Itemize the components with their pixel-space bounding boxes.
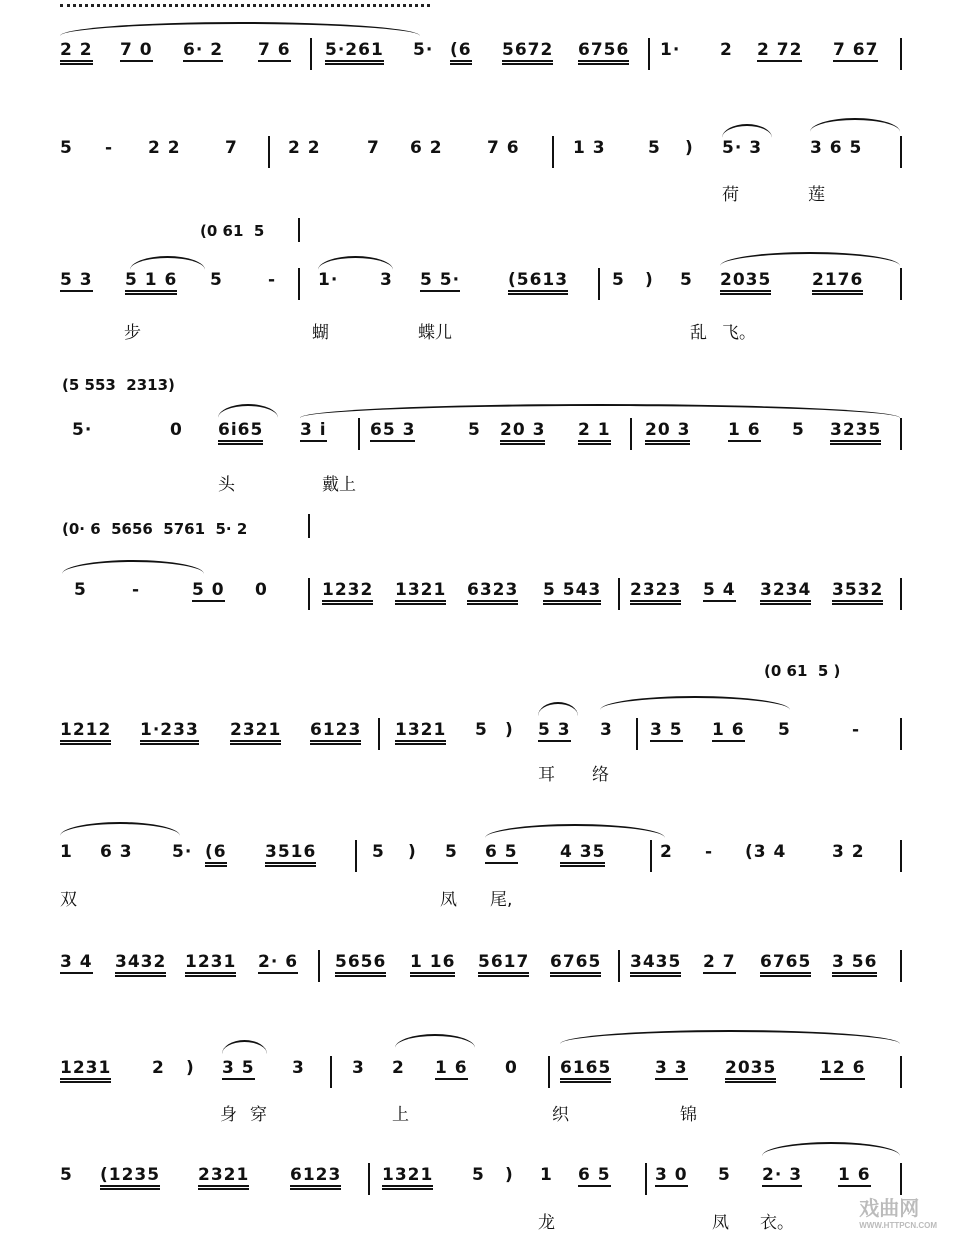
barline — [630, 418, 632, 450]
note-group: 5 3 — [60, 270, 93, 290]
note-group: 3 4 — [60, 952, 93, 972]
note-group: 3235 — [830, 420, 881, 445]
note-group: 5 — [475, 720, 488, 740]
note-group: 3 56 — [832, 952, 877, 977]
staff-line-4 — [0, 420, 955, 460]
note-group: 2 2 — [288, 138, 321, 158]
note-group: (3 4 — [745, 842, 787, 862]
note-group: 2· 3 — [762, 1165, 803, 1185]
barline — [636, 718, 638, 750]
slur — [218, 404, 278, 418]
slur — [600, 696, 790, 710]
note-group: 2321 — [230, 720, 281, 745]
note-group: 1· — [660, 40, 681, 60]
barline — [900, 840, 902, 872]
barline — [900, 578, 902, 610]
note-group: ) — [505, 1165, 514, 1185]
barline — [308, 514, 310, 538]
note-group: 1321 — [395, 580, 446, 605]
note-group: 5 — [718, 1165, 731, 1185]
note-group: 1231 — [60, 1058, 111, 1083]
note-group: 7 6 — [487, 138, 520, 158]
note-group: 5 — [445, 842, 458, 862]
lyric: 身 — [220, 1105, 237, 1125]
slur — [60, 22, 420, 36]
note-group: 1231 — [185, 952, 236, 977]
note-group: 5 — [60, 138, 73, 158]
note-group: 6 2 — [410, 138, 443, 158]
note-group: 7 — [367, 138, 380, 158]
note-group: 3 3 — [655, 1058, 688, 1078]
note-group: 5 — [74, 580, 87, 600]
note-group: (6 — [205, 842, 227, 867]
note-group: 3516 — [265, 842, 316, 867]
staff-line-7 — [0, 842, 955, 882]
note-group: ) — [505, 720, 514, 740]
note-group: 5 — [792, 420, 805, 440]
note-group: 3 — [380, 270, 393, 290]
note-group: 2035 — [725, 1058, 776, 1083]
note-group: 3 — [352, 1058, 365, 1078]
lyric: 耳 — [538, 765, 555, 785]
note-group: 5 — [778, 720, 791, 740]
watermark-url: WWW.HTTPCN.COM — [859, 1221, 937, 1230]
staff-line-8 — [0, 952, 955, 992]
barline — [900, 950, 902, 982]
lyric: 穿 — [250, 1105, 267, 1125]
note-group: 6323 — [467, 580, 518, 605]
note-group: 6165 — [560, 1058, 611, 1083]
slur — [560, 1030, 900, 1044]
note-group: 1232 — [322, 580, 373, 605]
note-group: 20 3 — [645, 420, 690, 445]
note-group: 5 — [210, 270, 223, 290]
note-group: ) — [408, 842, 417, 862]
note-group: 2 — [660, 842, 673, 862]
note-group: 7 67 — [833, 40, 879, 60]
note-group: 3 i — [300, 420, 327, 440]
note-group: 3 0 — [655, 1165, 688, 1185]
note-group: 6123 — [290, 1165, 341, 1190]
barline — [618, 950, 620, 982]
note-group: 5672 — [502, 40, 553, 65]
note-group: 7 0 — [120, 40, 153, 60]
lyric: 蝶儿 — [418, 323, 452, 343]
note-group: 6756 — [578, 40, 629, 65]
note-group: 5 — [612, 270, 625, 290]
barline — [648, 38, 650, 70]
slur — [300, 404, 900, 418]
note-group: 6i65 — [218, 420, 263, 445]
note-group: 5· — [172, 842, 193, 862]
note-group: 2035 — [720, 270, 771, 295]
prelude-notes: (0· 6 5656 5761 5· 2 — [62, 520, 248, 538]
note-group: 2323 — [630, 580, 681, 605]
slur — [318, 256, 393, 270]
note-group: - — [268, 270, 277, 290]
note-group: - — [705, 842, 714, 862]
note-group: 6765 — [760, 952, 811, 977]
slur — [810, 118, 900, 132]
staff-line-6 — [0, 720, 955, 760]
lyric: 戴上 — [322, 475, 356, 495]
note-group: 1· — [318, 270, 339, 290]
note-group: 3 5 — [222, 1058, 255, 1078]
note-group: 5 — [472, 1165, 485, 1185]
note-group: 12 6 — [820, 1058, 866, 1078]
lyric: 荷 — [722, 185, 739, 205]
note-group: 2 — [392, 1058, 405, 1078]
prelude-notes: (0 61 5 — [200, 222, 265, 240]
note-group: 1 — [60, 842, 73, 862]
note-group: 2176 — [812, 270, 863, 295]
lyric: 龙 — [538, 1213, 555, 1233]
note-group: 2 2 — [60, 40, 93, 65]
barline — [358, 418, 360, 450]
note-group: - — [852, 720, 861, 740]
lyric: 莲 — [808, 185, 825, 205]
barline — [900, 136, 902, 168]
note-group: 1 6 — [435, 1058, 468, 1078]
note-group: 5· 3 — [722, 138, 763, 158]
barline — [308, 578, 310, 610]
slur — [538, 702, 578, 716]
barline — [900, 1163, 902, 1195]
slur — [762, 1142, 900, 1156]
note-group: 1321 — [382, 1165, 433, 1190]
slur — [62, 560, 204, 574]
note-group: 2 1 — [578, 420, 611, 445]
staff-line-9 — [0, 1058, 955, 1098]
note-group: 5 — [648, 138, 661, 158]
note-group: 5· — [413, 40, 434, 60]
lyric: 飞。 — [722, 323, 756, 343]
site-watermark — [859, 1192, 937, 1230]
note-group: (5613 — [508, 270, 568, 295]
lyric: 锦 — [680, 1105, 697, 1125]
staff-line-1 — [0, 40, 955, 80]
barline — [598, 268, 600, 300]
lyric: 凤 — [712, 1213, 729, 1233]
note-group: 5617 — [478, 952, 529, 977]
lyric: 蝴 — [312, 323, 329, 343]
note-group: (1235 — [100, 1165, 160, 1190]
barline — [298, 268, 300, 300]
note-group: 1 6 — [712, 720, 745, 740]
barline — [650, 840, 652, 872]
note-group: 6 5 — [578, 1165, 611, 1185]
barline — [552, 136, 554, 168]
dotted-rule — [60, 4, 430, 15]
note-group: 6123 — [310, 720, 361, 745]
lyric: 双 — [60, 890, 77, 910]
note-group: 3 5 — [650, 720, 683, 740]
lyric: 织 — [552, 1105, 569, 1125]
note-group: ) — [186, 1058, 195, 1078]
lyric: 乱 — [690, 323, 707, 343]
note-group: 0 — [255, 580, 268, 600]
note-group: 65 3 — [370, 420, 416, 440]
note-group: 1 16 — [410, 952, 455, 977]
staff-line-3 — [0, 270, 955, 310]
note-group: 5 1 6 — [125, 270, 177, 295]
barline — [900, 718, 902, 750]
barline — [268, 136, 270, 168]
note-group: 2321 — [198, 1165, 249, 1190]
barline — [900, 38, 902, 70]
note-group: 1 3 — [573, 138, 606, 158]
lyric: 尾, — [490, 890, 513, 910]
barline — [298, 218, 300, 242]
note-group: 3432 — [115, 952, 166, 977]
prelude-notes: (5 553 2313) — [62, 376, 175, 394]
slur — [485, 824, 665, 838]
barline — [310, 38, 312, 70]
slur — [222, 1040, 267, 1054]
note-group: 5 — [468, 420, 481, 440]
barline — [318, 950, 320, 982]
note-group: 3 — [292, 1058, 305, 1078]
lyric: 络 — [592, 765, 609, 785]
note-group: 4 35 — [560, 842, 605, 867]
barline — [900, 418, 902, 450]
note-group: (6 — [450, 40, 472, 65]
note-group: 2 2 — [148, 138, 181, 158]
prelude-notes: (0 61 5 ) — [764, 662, 841, 680]
note-group: 1 6 — [838, 1165, 871, 1185]
staff-line-10 — [0, 1165, 955, 1205]
note-group: 3532 — [832, 580, 883, 605]
note-group: - — [105, 138, 114, 158]
note-group: 5 — [680, 270, 693, 290]
note-group: 0 — [505, 1058, 518, 1078]
note-group: 1 6 — [728, 420, 761, 440]
note-group: 1321 — [395, 720, 446, 745]
barline — [900, 268, 902, 300]
note-group: 2 — [720, 40, 733, 60]
note-group: 6 3 — [100, 842, 133, 862]
note-group: 5 4 — [703, 580, 736, 600]
note-group: 3 6 5 — [810, 138, 863, 158]
lyric: 凤 — [440, 890, 457, 910]
note-group: ) — [685, 138, 694, 158]
note-group: 7 — [225, 138, 238, 158]
note-group: 3435 — [630, 952, 681, 977]
note-group: 3 2 — [832, 842, 865, 862]
slur — [130, 256, 205, 270]
slur — [395, 1034, 475, 1048]
note-group: 5 — [372, 842, 385, 862]
barline — [330, 1056, 332, 1088]
note-group: 2 — [152, 1058, 165, 1078]
note-group: 20 3 — [500, 420, 545, 445]
note-group: 5 543 — [543, 580, 601, 605]
note-group: 5656 — [335, 952, 386, 977]
lyric: 衣。 — [760, 1213, 794, 1233]
lyric: 头 — [218, 475, 235, 495]
note-group: - — [132, 580, 141, 600]
barline — [368, 1163, 370, 1195]
barline — [548, 1056, 550, 1088]
barline — [378, 718, 380, 750]
note-group: 2· 6 — [258, 952, 299, 972]
barline — [900, 1056, 902, 1088]
barline — [645, 1163, 647, 1195]
note-group: 6· 2 — [183, 40, 224, 60]
note-group: 7 6 — [258, 40, 291, 60]
note-group: 2 72 — [757, 40, 803, 60]
note-group: 0 — [170, 420, 183, 440]
watermark-site-name: 戏曲网 — [859, 1198, 920, 1220]
note-group: 5· — [72, 420, 93, 440]
note-group: 5 3 — [538, 720, 571, 740]
note-group: 5·261 — [325, 40, 384, 65]
barline — [618, 578, 620, 610]
note-group: 3234 — [760, 580, 811, 605]
note-group: 6 5 — [485, 842, 518, 862]
note-group: 2 7 — [703, 952, 736, 972]
staff-line-5 — [0, 580, 955, 620]
note-group: 1·233 — [140, 720, 199, 745]
note-group: 6765 — [550, 952, 601, 977]
note-group: 3 — [600, 720, 613, 740]
note-group: 1 — [540, 1165, 553, 1185]
staff-line-2 — [0, 138, 955, 178]
slur — [60, 822, 180, 836]
lyric: 步 — [124, 323, 141, 343]
slur — [722, 124, 772, 138]
slur — [720, 252, 900, 266]
barline — [355, 840, 357, 872]
note-group: 5 0 — [192, 580, 225, 600]
lyric: 上 — [392, 1105, 409, 1125]
note-group: 1212 — [60, 720, 111, 745]
note-group: 5 — [60, 1165, 73, 1185]
note-group: ) — [645, 270, 654, 290]
note-group: 5 5· — [420, 270, 461, 290]
